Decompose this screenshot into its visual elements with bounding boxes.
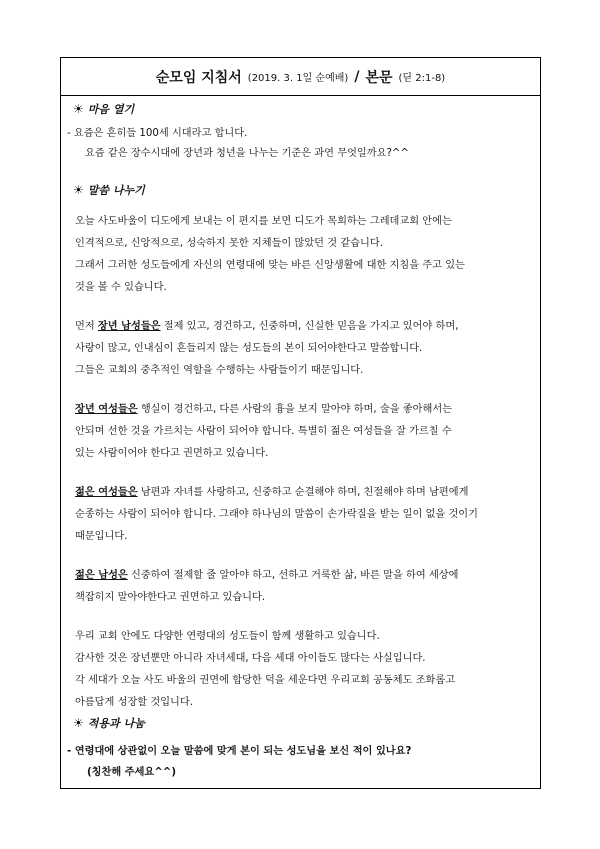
text-line <box>75 566 459 581</box>
text-line: 책잡히지 말아야한다고 권면하고 있습니다. <box>75 592 266 603</box>
section-heading-share-label: 말씀 나누기 <box>87 184 145 197</box>
title-separator: / <box>354 68 360 85</box>
text-line: 우리 교회 안에도 다양한 연령대의 성도들이 함께 생활하고 있습니다. <box>75 631 380 642</box>
text-line: 감사한 것은 장년뿐만 아니라 자녀세대, 다음 세대 아이들도 많다는 사실입니다. <box>75 653 426 664</box>
text-line: 요즘 같은 장수시대에 장년과 청년을 나누는 기준은 과연 무엇일까요?^^ <box>85 148 409 159</box>
title-text-label: 본문 <box>365 69 393 86</box>
keyword: 젊은 여성들은 <box>75 487 138 498</box>
text-line: 아름답게 성장할 것입니다. <box>75 697 193 708</box>
title-bar <box>61 58 540 96</box>
sun-icon: ☀ <box>73 716 84 730</box>
document-frame <box>60 57 541 789</box>
text-line: 그들은 교회의 중추적인 역할을 수행하는 사람들이기 때문입니다. <box>75 365 364 376</box>
text-line: - 연령대에 상관없이 오늘 말씀에 맞게 본이 되는 성도님을 보신 적이 있나요? <box>67 746 412 757</box>
text-run: 신중하여 절제할 줄 알아야 하고, 선하고 거룩한 삶, 바른 말을 하여 세상에 <box>127 570 459 581</box>
text-run: 절제 있고, 경건하고, 신중하며, 신실한 믿음을 가지고 있어야 하며, <box>160 321 459 332</box>
text-line <box>75 317 458 332</box>
section-heading-apply-label: 적용과 나눔 <box>87 717 145 730</box>
keyword: 젊은 남성은 <box>75 570 128 581</box>
text-line: 인격적으로, 신앙적으로, 성숙하지 못한 지체들이 많았던 것 같습니다. <box>75 238 383 249</box>
text-line: 안되며 선한 것을 가르치는 사람이 되어야 합니다. 특별히 젊은 여성들을 잘 가르칠 수 <box>75 426 452 437</box>
text-run: 먼저 <box>75 321 98 332</box>
text-line: 오늘 사도바울이 디도에게 보내는 이 편지를 보면 디도가 목회하는 그레데교회 안에는 <box>75 216 452 227</box>
text-line: 때문입니다. <box>75 531 128 542</box>
text-line: (칭찬해 주세요^^) <box>87 767 176 778</box>
text-run: 행실이 경건하고, 다른 사람의 흉을 보지 말아야 하며, 술을 좋아해서는 <box>137 404 453 415</box>
keyword: 장년 여성들은 <box>75 404 138 415</box>
text-line: 그래서 그러한 성도들에게 자신의 연령대에 맞는 바른 신앙생활에 대한 지침을 주고 있는 <box>75 260 465 271</box>
page-title: 순모임 지침서 <box>155 69 242 86</box>
keyword: 장년 남성들은 <box>97 321 161 332</box>
title-reference: (딛 2:1-8) <box>398 73 446 84</box>
title-date: (2019. 3. 1일 순예배) <box>247 73 349 84</box>
text-line: 각 세대가 오늘 사도 바울의 권면에 합당한 덕을 세운다면 우리교회 공동체도 조화롭고 <box>75 675 456 686</box>
sun-icon: ☀ <box>73 183 84 197</box>
section-heading-open-label: 마음 열기 <box>87 103 135 116</box>
text-line <box>75 483 468 498</box>
section-heading-open <box>73 101 134 117</box>
section-heading-apply <box>73 715 145 731</box>
text-line: - 요즘은 흔히들 100세 시대라고 합니다. <box>67 128 248 139</box>
text-line <box>75 400 452 415</box>
text-line: 순종하는 사람이 되어야 합니다. 그래야 하나님의 말씀이 손가락질을 받는 일이 없을 것이기 <box>75 509 478 520</box>
text-line: 것을 볼 수 있습니다. <box>75 282 167 293</box>
text-run: 남편과 자녀를 사랑하고, 신중하고 순결해야 하며, 친절해야 하며 남편에게 <box>137 487 469 498</box>
section-heading-share <box>73 182 145 198</box>
text-line: 있는 사람이어야 한다고 권면하고 있습니다. <box>75 448 269 459</box>
text-line: 사랑이 많고, 인내심이 흔들리지 않는 성도들의 본이 되어야한다고 말씀합니다. <box>75 343 423 354</box>
sun-icon: ☀ <box>73 102 84 116</box>
